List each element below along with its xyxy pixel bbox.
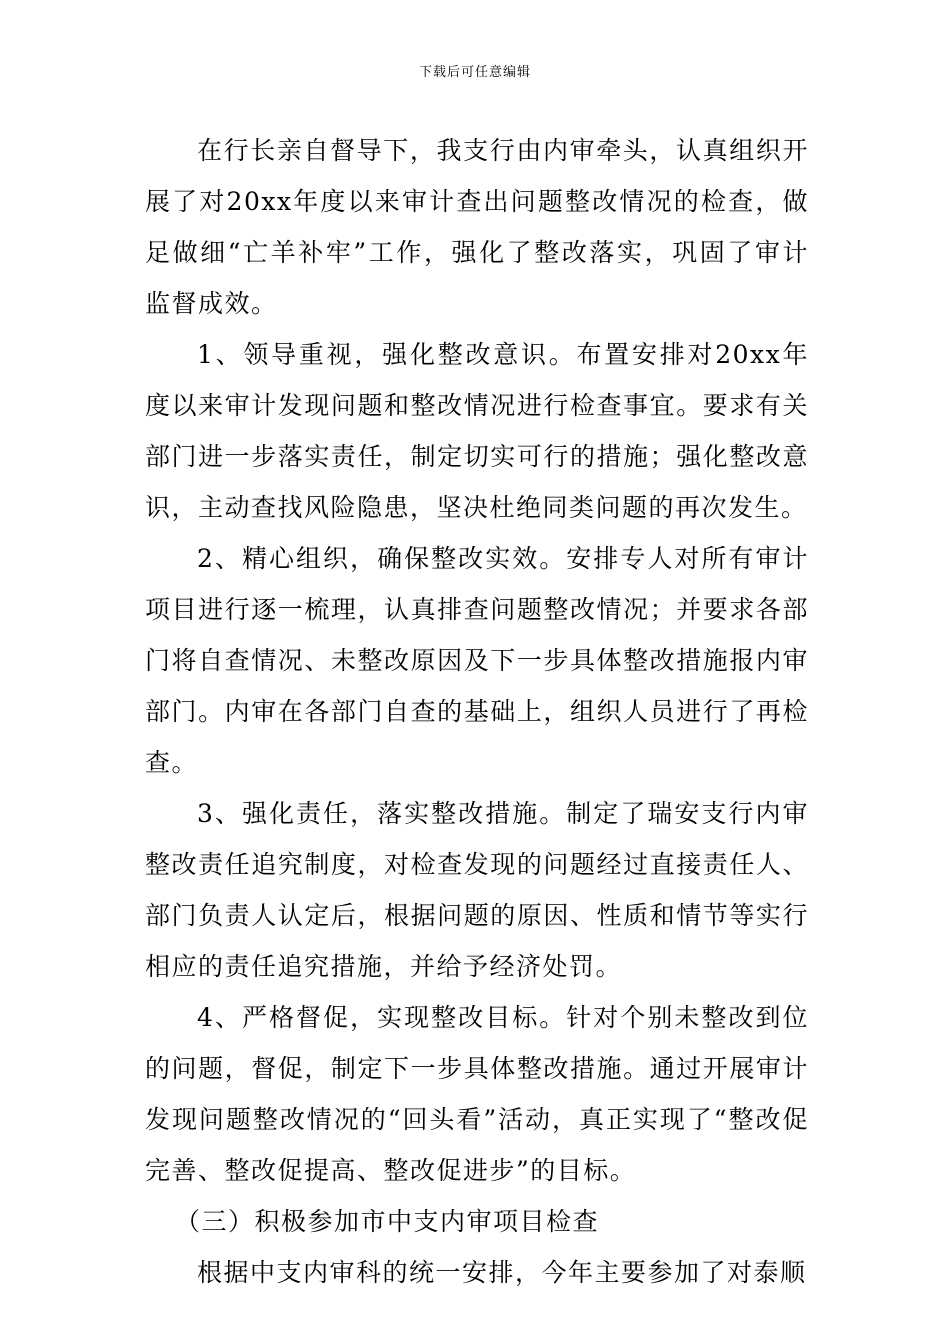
document-body [145, 125, 809, 1298]
paragraph-item-1: 1、领导重视，强化整改意识。布置安排对20xx年度以来审计发现问题和整改情况进行检查事宜。要求有关部门进一步落实责任，制定切实可行的措施；强化整改意识，主动查找风险隐患，坚决杜绝同类问题的再次发生。 [145, 340, 809, 522]
header-note: 下载后可任意编辑 [418, 65, 531, 80]
paragraph-item-2: 2、精心组织，确保整改实效。安排专人对所有审计项目进行逐一梳理，认真排查问题整改情况；并要求各部门将自查情况、未整改原因及下一步具体整改措施报内审部门。内审在各部门自查的基础上，组织人员进行了再检查。 [145, 544, 809, 777]
section-heading: （三）积极参加市中支内审项目检查 [175, 1207, 600, 1236]
paragraph-item-4: 4、严格督促，实现整改目标。针对个别未整改到位的问题，督促，制定下一步具体整改措施。通过开展审计发现问题整改情况的“回头看”活动，真正实现了“整改促完善、整改促提高、整改促进步”的目标。 [145, 1003, 809, 1185]
paragraph-item-3: 3、强化责任，落实整改措施。制定了瑞安支行内审整改责任追究制度，对检查发现的问题经过直接责任人、部门负责人认定后，根据问题的原因、性质和情节等实行相应的责任追究措施，并给予经济处罚。 [145, 799, 809, 981]
paragraph-intro: 在行长亲自督导下，我支行由内审牵头，认真组织开展了对20xx年度以来审计查出问题整改情况的检查，做足做细“亡羊补牢”工作，强化了整改落实，巩固了审计监督成效。 [145, 136, 809, 318]
paragraph-closing: 根据中支内审科的统一安排，今年主要参加了对泰顺 [197, 1258, 807, 1287]
